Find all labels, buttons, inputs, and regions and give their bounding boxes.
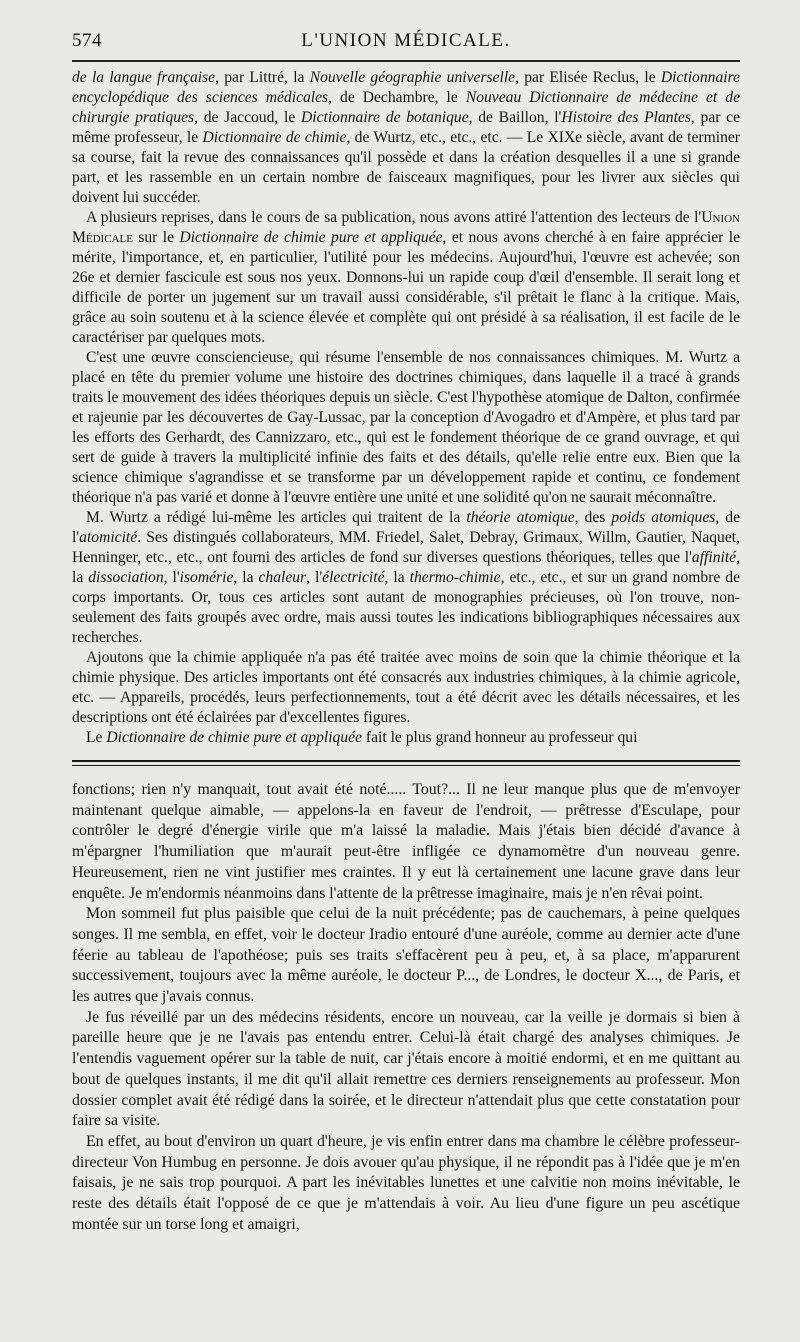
italic-text: chaleur bbox=[258, 569, 307, 586]
italic-text: dissociation bbox=[88, 569, 164, 586]
paragraph bbox=[72, 648, 740, 728]
text-run: Ajoutons que la chimie appliquée n'a pas été traitée avec moins de soin que la chimie théorique et la chimie physique. Des articles importants ont été consacrés aux industries chimiques, à la chimie agricole, etc. — Appareils, procédés, leurs perfectionnements, tout a été décrit avec les détails nécessaires, et les descriptions ont été éclairées par d'excellentes figures. bbox=[72, 649, 740, 726]
text-run: , par ce même professeur, le bbox=[72, 109, 741, 146]
text-run: , etc., etc., et sur un grand nombre de corps importants. Or, tous ces articles sont autant de monographies précieuses, où l'on trouve, non-seulement des faits groupés avec ordre, mais aussi toutes les indications bibliographiques nécessaires aux recherches. bbox=[72, 569, 741, 646]
paragraph bbox=[72, 780, 740, 904]
italic-text: Dictionnaire encyclopédique des sciences médicales bbox=[72, 69, 740, 106]
italic-text: de la langue française bbox=[72, 69, 216, 86]
italic-text: isomérie bbox=[179, 569, 234, 586]
paragraph bbox=[72, 68, 740, 208]
text-run: , l' bbox=[163, 569, 180, 586]
text-run: , par Littré, la bbox=[215, 69, 310, 86]
article-column bbox=[72, 68, 740, 748]
paragraph bbox=[72, 1132, 740, 1236]
italic-text: affinité bbox=[691, 549, 737, 566]
paragraph bbox=[72, 508, 740, 648]
text-run: En effet, au bout d'environ un quart d'heure, je vis enfin entrer dans ma chambre le célèbre professeur-directeur Von Humbug en personne. Je dois avouer qu'au physique, il ne répondit pas à l'idée que je m'en faisais, je ne sais trop pourquoi. A part les inévitables lunettes et une calvitie non moins inévitable, le reste des détails était l'opposé de ce que je m'attendais à voir. Au lieu d'une figure un peu ascétique montée sur un torse long et amaigri, bbox=[72, 1132, 740, 1233]
italic-text: Dictionnaire de chimie pure et appliquée bbox=[106, 729, 362, 746]
italic-text: poids atomiques bbox=[611, 509, 716, 526]
text-run: , de Dechambre, le bbox=[328, 89, 466, 106]
paragraph bbox=[72, 348, 740, 508]
text-run: fonctions; rien n'y manquait, tout avait été noté..... Tout?... Il ne leur manque plus que de m'envoyer maintenant quelque aimable, — appelons-la en faveur de l'endroit, — prêtresse d'Esculape, pour contrôler le degré d'énergie virile que m'a laissé la maladie. Mais j'étais bien décidé d'avance à m'épargner l'humiliation que m'aurait peut-être infligée ce dynamomètre d'un nouveau genre. Heureusement, rien ne vint justifier mes craintes. Il y eut là certainement une lacune grave dans leur enquête. Je m'endormis néanmoins dans l'attente de la prêtresse imaginaire, mais je n'en rêvai point. bbox=[72, 781, 740, 902]
italic-text: électricité bbox=[322, 569, 385, 586]
text-run: Mon sommeil fut plus paisible que celui de la nuit précédente; pas de cauchemars, à peine quelques songes. Il me sembla, en effet, voir le docteur Iradio entouré d'une auréole, comme au dernier acte d'une féerie au tableau de l'apothéose; puis ses traits s'effacèrent peu à peu, et, à sa place, m'apparurent successivement, toujours avec la même auréole, le docteur P..., de Londres, le docteur X..., de Paris, et les autres que j'avais connus. bbox=[72, 905, 740, 1006]
italic-text: Dictionnaire de chimie pure et appliquée bbox=[179, 229, 443, 246]
italic-text: Dictionnaire de chimie bbox=[202, 129, 347, 146]
text-run: sur le bbox=[132, 229, 180, 246]
italic-text: Nouveau Dictionnaire de médecine et de chirurgie pratiques bbox=[72, 89, 740, 126]
header-rule bbox=[72, 60, 740, 62]
text-run: . Ses distingués collaborateurs, MM. Friedel, Salet, Debray, Grimaux, Willm, Gautier, Naquet, Henninger, etc., etc., ont fourni des articles de fond sur diverses questions théoriques, telles que l' bbox=[72, 529, 740, 566]
text-run: Je fus réveillé par un des médecins résidents, encore un nouveau, car la veille je dormais si bien à pareille heure que je ne l'avais pas entendu entrer. Celui-là était chargé des analyses chimiques. Je l'entendis vaguement opérer sur la table de nuit, car j'étais encore à moitié endormi, et en me quittant au bout de quelques instants, il me dit qu'il allait remettre ces derniers renseignements au professeur. Mon dossier complet avait été rédigé dans la soirée, et le directeur n'attendait plus que cette constatation pour faire sa visite. bbox=[72, 1008, 740, 1130]
paragraph bbox=[72, 208, 740, 348]
text-run: , la bbox=[233, 569, 259, 586]
text-run: , de Baillon, l' bbox=[468, 109, 562, 126]
text-run: , et nous avons cherché à en faire apprécier le mérite, l'importance, et, en particulier, l'utilité pour les médecins. Aujourd'hui, l'œuvre est achevée; son 26e et dernier fascicule est sous nos yeux. Donnons-lui un rapide coup d'œil d'ensemble. Il serait long et difficile de porter un jugement sur un travail aussi considérable, s'il prêtait le flanc à la critique. Mais, grâce au soin soutenu et à la science élevée et complète qui ont présidé à sa réalisation, il est facile de le caractériser par quelques mots. bbox=[72, 229, 741, 346]
paragraph bbox=[72, 1008, 740, 1132]
text-run: Union Médicale bbox=[72, 209, 740, 246]
paragraph bbox=[72, 904, 740, 1008]
text-run: , l' bbox=[306, 569, 323, 586]
text-run: , de Wurtz, etc., etc., etc. — Le XIXe siècle, avant de terminer sa course, fait la revue des connaissances qu'il possède et dans la création desquelles il a une si grande part, et les rassemble en un certain nombre de faisceaux magnifiques, pour les livrer aux siècles qui doivent lui succéder. bbox=[72, 129, 740, 206]
italic-text: atomicité bbox=[79, 529, 138, 546]
text-run: , la bbox=[72, 549, 740, 586]
text-run: A plusieurs reprises, dans le cours de sa publication, nous avons attiré l'attention des lecteurs de l' bbox=[86, 209, 702, 226]
feuilleton-column bbox=[72, 780, 740, 1235]
text-run: , de Jaccoud, le bbox=[194, 109, 301, 126]
italic-text: Histoire des Plantes bbox=[561, 109, 691, 126]
text-run: C'est une œuvre consciencieuse, qui résume l'ensemble de nos connaissances chimiques. M. Wurtz a placé en tête du premier volume une histoire des doctrines chimiques, dans laquelle il a tracé à grands traits le mouvement des idées théoriques depuis un siècle. C'est l'hypothèse atomique de Dalton, confirmée et rajeunie par les découvertes de Gay-Lussac, par la conception d'Avogadro et d'Ampère, et plus tard par les efforts des Gerhardt, des Cannizzaro, etc., qui est le fondement théorique de ce grand ouvrage, et qui sert de guide à travers la multiplicité infinie des faits et des détails, qu'elle relie entre eux. Bien que la science chimique s'agrandisse et se transforme par un développement rapide et continu, ce fondement théorique n'a pas varié et donne à l'œuvre entière une unité et une solidité qu'on ne saurait méconnaître. bbox=[72, 349, 740, 506]
text-run: , de l' bbox=[72, 509, 741, 546]
text-run: , par Elisée Reclus, le bbox=[515, 69, 661, 86]
italic-text: Nouvelle géographie universelle bbox=[309, 69, 516, 86]
text-run: M. Wurtz a rédigé lui-même les articles qui traitent de la bbox=[86, 509, 467, 526]
page-number: 574 bbox=[72, 30, 102, 51]
text-run: Le bbox=[86, 729, 107, 746]
italic-text: théorie atomique bbox=[466, 509, 575, 526]
text-run: , des bbox=[574, 509, 612, 526]
italic-text: thermo-chimie bbox=[409, 569, 501, 586]
page-header bbox=[72, 30, 740, 52]
paragraph bbox=[72, 728, 740, 748]
italic-text: Dictionnaire de botanique bbox=[300, 109, 469, 126]
journal-title: L'UNION MÉDICALE. bbox=[301, 30, 511, 51]
text-run: fait le plus grand honneur au professeur qui bbox=[362, 729, 638, 746]
text-run: , la bbox=[384, 569, 410, 586]
feuilleton-separator bbox=[72, 760, 740, 766]
